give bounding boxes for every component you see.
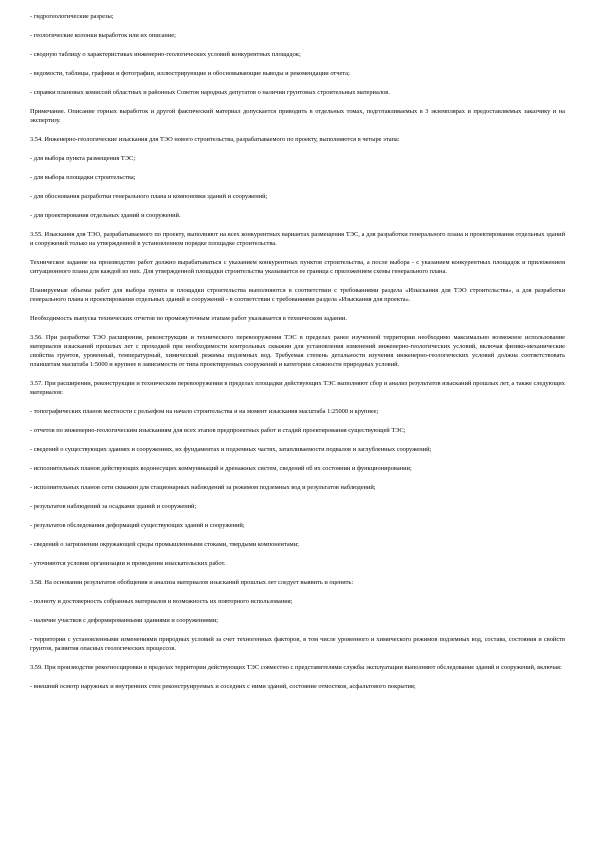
list-item-individual-buildings: - для проектирования отдельных зданий и сооружений.	[30, 212, 181, 219]
list-item-well-network: - исполнительных планов сети скважин для стационарных наблюдений за режимом подземных вод и результатов наблюдений;	[30, 484, 376, 491]
interim-reports-paragraph: Необходимость выпуска технических отчетов по промежуточным этапам работ указывается в техническом задании.	[30, 315, 347, 322]
list-item-deformed-buildings: - наличие участков с деформированными зданиями и сооружениями;	[30, 617, 219, 624]
section-3-54: 3.54. Инженерно-геологические изыскания для ТЭО нового строительства, разрабатываемого по проекту, выполняются в четыре этапа:	[30, 136, 400, 143]
list-item-deformation-survey: - результатов обследования деформаций существующих зданий и сооружений;	[30, 522, 245, 529]
list-item-master-plan: - для обоснования разработки генерального плана и компоновки зданий и сооружений;	[30, 193, 268, 200]
list-item-statements-tables-graphs: - ведомости, таблицы, графики и фотографии, иллюстрирующие и обосновывающие выводы и рекомендации отчета;	[30, 70, 350, 77]
section-3-56: 3.56. При разработке ТЭО расширения, реконструкции и технического перевооружения ТЭС в пределах ранее изученной территории необходимо максимально возможное использование материалов изысканий прошлых лет с проходкой при необходимости контрольных скважин для установления изменений инженерно-геологических условий, включая физико-механические свойства грунтов, уровенный, температурный, химический режимы подземных вод. Требуемая степень детальности изучения инженерно-геологических условий должна соответствовать планшетам масштаба 1:5000 и крупнее в зависимости от типа проектируемых сооружений и категории сложности природных условий.	[30, 334, 565, 368]
list-item-planning-commission-certificates: - справки плановых комиссий областных и районных Советов народных депутатов о наличии грунтовых строительных материалов.	[30, 89, 390, 96]
list-item-external-inspection: - внешний осмотр наружных и внутренних стен реконструируемых и соседних с ними зданий, состояние отмостков, асфальтового покрытия;	[30, 683, 416, 690]
list-item-water-utilities: - исполнительных планов действующих водонесущих коммуникаций и дренажных систем, сведений об их состоянии и функционировании;	[30, 465, 412, 472]
list-item-topographic-plans: - топографических планов местности с рельефом на начало строительства и на момент изыскания масштаба 1:25000 и крупнее;	[30, 408, 379, 415]
list-item-settlement-observations: - результатов наблюдений за осадками зданий и сооружений;	[30, 503, 197, 510]
technical-assignment-paragraph: Техническое задание на производство работ должно вырабатываться с указанием конкурентных пунктов строительства, а после выбора - с указанием конкурентных площадок и приложением ситуационного плана для каждой из них. Для утвержденной площадки строительства указывается ее граница с приложением схемы генерального плана.	[30, 259, 565, 275]
section-3-59: 3.59. При производстве рекогносцировки в пределах территории действующих ТЭС совместно с представителями службы эксплуатации выполняют обследование зданий и сооружений, включая:	[30, 664, 562, 671]
list-item-hydrogeological-sections: - гидрогеологические разрезы;	[30, 13, 114, 20]
list-item-changed-conditions: - территории с установленными изменениями природных условий за счет техногенных факторов, в том числе уровенного и химического режимов подземных вод, состава, состояния и свойств грунтов, развития опасных геологических процессов.	[30, 636, 565, 652]
note-paragraph: Примечание. Описание горных выработок и другой фактический материал допускается приводить в отдельных томах, подготавливаемых в 3 экземплярах и предоставляемых заказчику и на экспертизу.	[30, 108, 565, 124]
list-item-geological-columns: - геологические колонки выработок или их описание;	[30, 32, 176, 39]
planned-volumes-paragraph: Планируемые объемы работ для выбора пункта и площадки строительства выполняются в соответствии с требованиями раздела «Изыскания для ТЭО строительства», а для разработки генерального плана и проектирования отдельных зданий и сооружений - в соответствии с требованиями раздела «Изыскания для проекта».	[30, 287, 565, 303]
list-item-summary-table: - сводную таблицу о характеристиках инженерно-геологических условий конкурентных площадок;	[30, 51, 301, 58]
section-3-58: 3.58. На основании результатов обобщения и анализа материалов изысканий прошлых лет следует выявить и оценить:	[30, 579, 354, 586]
list-item-survey-reports: - отчетов по инженерно-геологическим изысканиям для всех этапов предпроектных работ и стадий проектирования существующей ТЭС;	[30, 427, 406, 434]
list-item-completeness: - полноту и достоверность собранных материалов и возможность их повторного использования;	[30, 598, 293, 605]
list-item-pollution-data: - сведений о загрязнении окружающей среды промышленными стоками, твердыми компонентами;	[30, 541, 299, 548]
list-item-site-selection-area: - для выбора площадки строительства;	[30, 174, 136, 181]
section-3-57: 3.57. При расширении, реконструкции и техническом перевооружении в пределах площадки действующих ТЭС выполняют сбор и анализ результатов изысканий прошлых лет, а также следующих материалов:	[30, 380, 565, 396]
list-item-existing-buildings: - сведений о существующих зданиях и сооружениях, их фундаментах и подземных частях, затапливаемости подвалов и заглубленных сооружений;	[30, 446, 432, 453]
list-item-site-selection-point: - для выбора пункта размещения ТЭС;	[30, 155, 136, 162]
section-3-55: 3.55. Изыскания для ТЭО, разрабатываемого по проекту, выполняют на всех конкурентных вариантах размещения ТЭС, а для разработки генерального плана и проектирования отдельных зданий и сооружений только на утвержденной в установленном порядке площадке строительства.	[30, 231, 565, 247]
document-page	[30, 12, 565, 701]
list-item-survey-conditions: - уточняются условия организации и проведения изыскательских работ.	[30, 560, 226, 567]
